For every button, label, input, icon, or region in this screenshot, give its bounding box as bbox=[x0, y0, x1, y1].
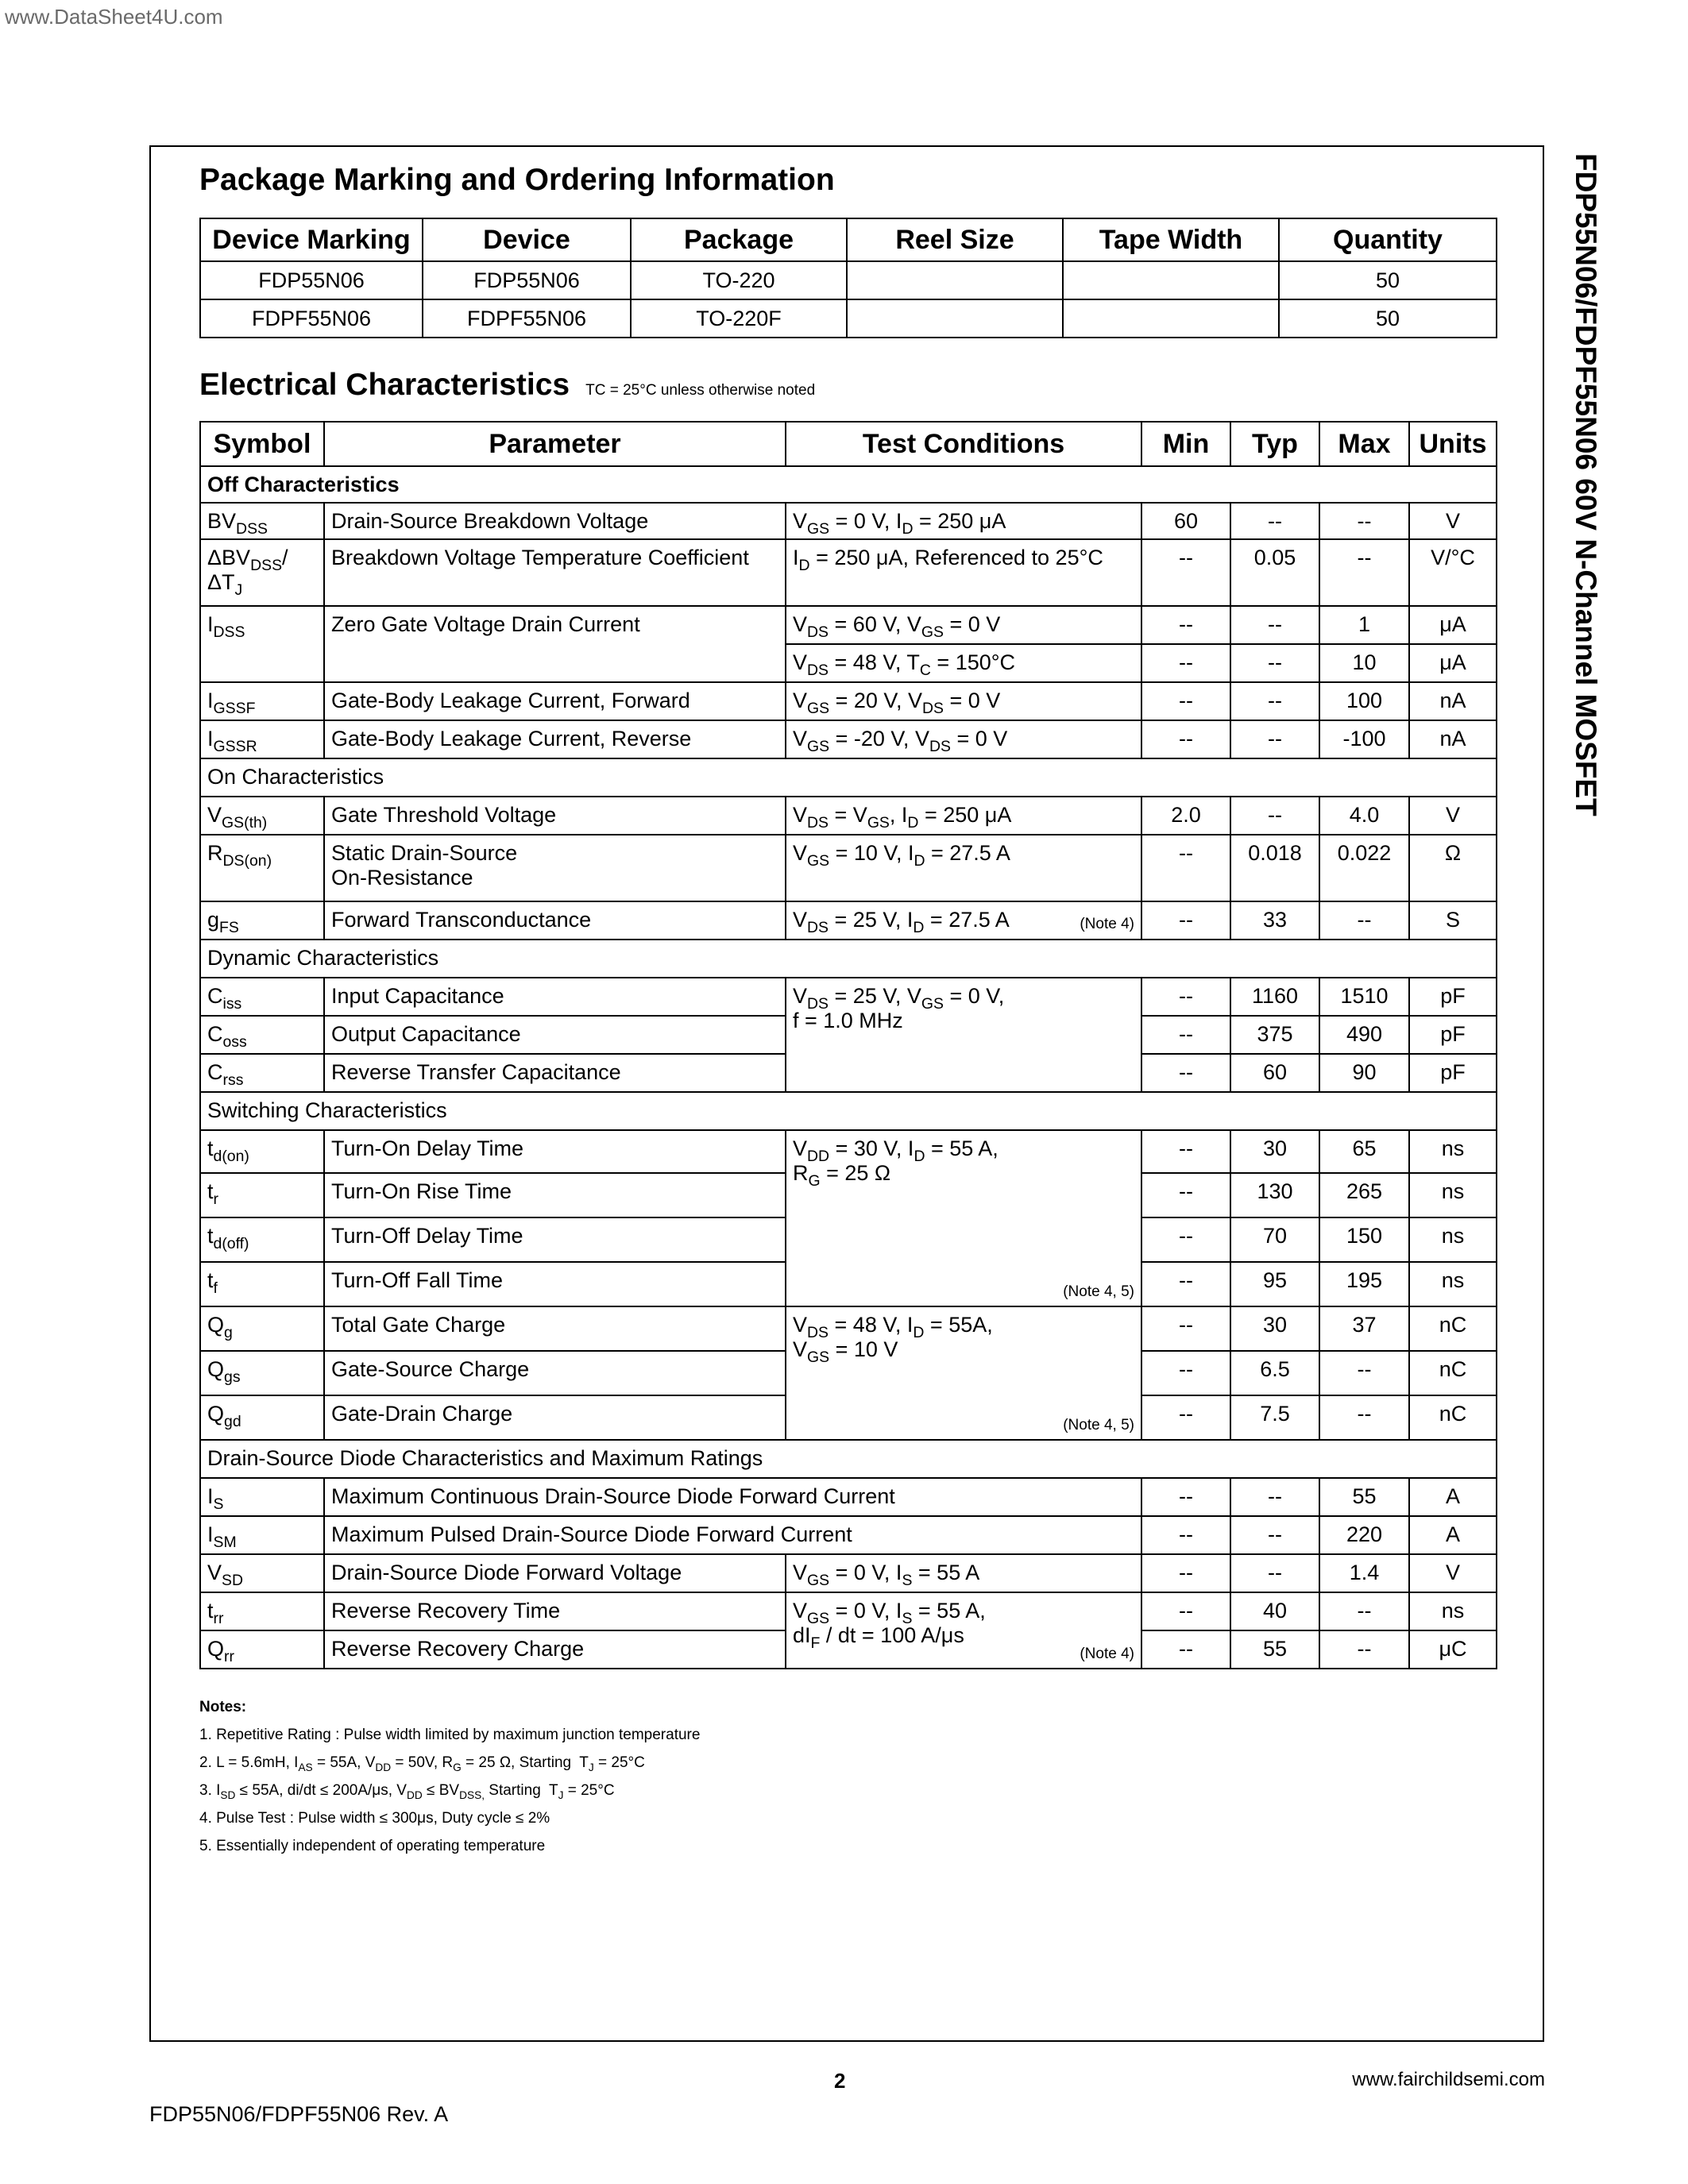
max-cell: 1.4 bbox=[1319, 1554, 1409, 1592]
min-cell: -- bbox=[1141, 1262, 1230, 1306]
note-ref: (Note 4) bbox=[1080, 916, 1134, 932]
footer-revision: FDP55N06/FDPF55N06 Rev. A bbox=[149, 2102, 449, 2126]
max-cell: 490 bbox=[1319, 1016, 1409, 1054]
parameter-cell: Gate-Source Charge bbox=[324, 1351, 786, 1395]
symbol-cell: $V_{SD}$ bbox=[200, 1554, 324, 1592]
package-section-title: Package Marking and Ordering Information bbox=[199, 163, 835, 197]
section-on: On Characteristics bbox=[200, 758, 1497, 797]
parameter-cell: Turn-On Rise Time bbox=[324, 1173, 786, 1217]
col-package: Package bbox=[631, 218, 847, 261]
symbol-cell: $I_S$ bbox=[200, 1478, 324, 1516]
table-row bbox=[200, 1554, 1497, 1592]
min-cell: -- bbox=[1141, 539, 1230, 606]
watermark[interactable]: www.DataSheet4U.com bbox=[5, 5, 223, 29]
cell bbox=[847, 299, 1063, 338]
parameter-cell: Turn-Off Fall Time bbox=[324, 1262, 786, 1306]
table-row bbox=[200, 978, 1497, 1016]
symbol-cell: $C_{rss}$ bbox=[200, 1054, 324, 1092]
cell bbox=[847, 261, 1063, 299]
units-cell: nC bbox=[1409, 1306, 1497, 1351]
symbol-cell: $C_{iss}$ bbox=[200, 978, 324, 1016]
notes-block bbox=[199, 1693, 700, 1860]
units-cell: V bbox=[1409, 503, 1497, 539]
min-cell: -- bbox=[1141, 1130, 1230, 1173]
parameter-cell: Gate-Body Leakage Current, Reverse bbox=[324, 720, 786, 758]
typ-cell: 375 bbox=[1230, 1016, 1319, 1054]
section-switching: Switching Characteristics bbox=[200, 1092, 1497, 1130]
page-number: 2 bbox=[834, 2069, 846, 2093]
typ-cell: 0.05 bbox=[1230, 539, 1319, 606]
symbol-cell: $t_f$ bbox=[200, 1262, 324, 1306]
units-cell: nC bbox=[1409, 1395, 1497, 1440]
section-row bbox=[200, 940, 1497, 978]
max-cell: -- bbox=[1319, 1592, 1409, 1630]
parameter-cell: Output Capacitance bbox=[324, 1016, 786, 1054]
typ-cell: 95 bbox=[1230, 1262, 1319, 1306]
col-units: Units bbox=[1409, 422, 1497, 466]
conditions-cell: $V_{DS} = 25$ V, $I_D = 27.5$ A (Note 4) bbox=[786, 901, 1141, 940]
units-cell: S bbox=[1409, 901, 1497, 940]
min-cell: -- bbox=[1141, 1592, 1230, 1630]
section-row bbox=[200, 1092, 1497, 1130]
table-row bbox=[200, 682, 1497, 720]
parameter-cell: Total Gate Charge bbox=[324, 1306, 786, 1351]
table-row bbox=[200, 835, 1497, 901]
parameter-cell: Gate-Body Leakage Current, Forward bbox=[324, 682, 786, 720]
electrical-header-row bbox=[200, 422, 1497, 466]
units-cell: nA bbox=[1409, 720, 1497, 758]
typ-cell: 40 bbox=[1230, 1592, 1319, 1630]
units-cell: pF bbox=[1409, 1016, 1497, 1054]
conditions-cell: $V_{GS} = 10$ V, $I_D = 27.5$ A bbox=[786, 835, 1141, 901]
conditions-cell: $V_{DS} = 48$ V, $I_D = 55A$, $V_{GS} = 10$ V (Note 4, 5) bbox=[786, 1306, 1141, 1440]
max-cell: 150 bbox=[1319, 1217, 1409, 1262]
table-row bbox=[200, 299, 1497, 338]
col-typ: Typ bbox=[1230, 422, 1319, 466]
parameter-cell: Input Capacitance bbox=[324, 978, 786, 1016]
section-row bbox=[200, 758, 1497, 797]
param-line: Static Drain-Source bbox=[331, 841, 518, 865]
min-cell: -- bbox=[1141, 1217, 1230, 1262]
symbol-cell: $V_{GS(th)}$ bbox=[200, 797, 324, 835]
note-ref: (Note 4) bbox=[1080, 1646, 1134, 1662]
param-line: On-Resistance bbox=[331, 866, 473, 889]
col-reel-size: Reel Size bbox=[847, 218, 1063, 261]
min-cell: -- bbox=[1141, 644, 1230, 682]
note-4: 4. Pulse Test : Pulse width ≤ 300μs, Duty cycle ≤ 2% bbox=[199, 1810, 550, 1827]
conditions-cell: $V_{DS} = 48$ V, $T_C = 150^\circ C$ bbox=[786, 644, 1141, 682]
min-cell: -- bbox=[1141, 720, 1230, 758]
note-3: 3. $I_{SD} \le 55A$, di/dt ≤ 200A/μs, $V_{DD} \le BV_{DSS,}$ Starting $T_J = 25^\circ C$ bbox=[199, 1782, 615, 1801]
min-cell: -- bbox=[1141, 1054, 1230, 1092]
typ-cell: -- bbox=[1230, 503, 1319, 539]
typ-cell: -- bbox=[1230, 1554, 1319, 1592]
min-cell: -- bbox=[1141, 978, 1230, 1016]
parameter-cell: Turn-Off Delay Time bbox=[324, 1217, 786, 1262]
symbol-cell: $t_{rr}$ bbox=[200, 1592, 324, 1630]
footer-url[interactable]: www.fairchildsemi.com bbox=[1352, 2069, 1545, 2090]
min-cell: -- bbox=[1141, 682, 1230, 720]
section-diode: Drain-Source Diode Characteristics and Maximum Ratings bbox=[200, 1440, 1497, 1478]
electrical-subtitle: TC = 25°C unless otherwise noted bbox=[585, 382, 816, 399]
min-cell: -- bbox=[1141, 1630, 1230, 1669]
note-5: 5. Essentially independent of operating temperature bbox=[199, 1838, 546, 1854]
cell: FDPF55N06 bbox=[423, 299, 631, 338]
units-cell: pF bbox=[1409, 1054, 1497, 1092]
parameter-cell bbox=[324, 835, 786, 901]
symbol-cell: $t_r$ bbox=[200, 1173, 324, 1217]
conditions-cell: $V_{DD} = 30$ V, $I_D = 55$ A, $R_G = 25$ Ω (Note 4, 5) bbox=[786, 1130, 1141, 1306]
conditions-cell: $V_{GS} = 0$ V, $I_S = 55$ A, $dI_F$ / dt = 100 A/μs (Note 4) bbox=[786, 1592, 1141, 1669]
symbol-cell: $R_{DS(on)}$ bbox=[200, 835, 324, 901]
col-quantity: Quantity bbox=[1279, 218, 1497, 261]
max-cell: -- bbox=[1319, 539, 1409, 606]
table-row bbox=[200, 503, 1497, 539]
ordering-table bbox=[199, 218, 1497, 338]
min-cell: -- bbox=[1141, 1306, 1230, 1351]
electrical-section-title bbox=[199, 368, 815, 403]
conditions-cell: $I_D = 250$ μA, Referenced to 25°C bbox=[786, 539, 1141, 606]
units-cell: ns bbox=[1409, 1262, 1497, 1306]
units-cell: V/°C bbox=[1409, 539, 1497, 606]
notes-title: Notes: bbox=[199, 1699, 247, 1715]
cell: 50 bbox=[1279, 261, 1497, 299]
max-cell: 55 bbox=[1319, 1478, 1409, 1516]
units-cell: ns bbox=[1409, 1592, 1497, 1630]
col-conditions: Test Conditions bbox=[786, 422, 1141, 466]
table-row bbox=[200, 1478, 1497, 1516]
typ-cell: 7.5 bbox=[1230, 1395, 1319, 1440]
section-row bbox=[200, 466, 1497, 503]
typ-cell: 60 bbox=[1230, 1054, 1319, 1092]
typ-cell: -- bbox=[1230, 606, 1319, 644]
units-cell: μA bbox=[1409, 644, 1497, 682]
parameter-cell: Zero Gate Voltage Drain Current bbox=[324, 606, 786, 682]
col-max: Max bbox=[1319, 422, 1409, 466]
max-cell: 37 bbox=[1319, 1306, 1409, 1351]
section-dynamic: Dynamic Characteristics bbox=[200, 940, 1497, 978]
typ-cell: -- bbox=[1230, 1478, 1319, 1516]
max-cell: -- bbox=[1319, 1630, 1409, 1669]
max-cell: 220 bbox=[1319, 1516, 1409, 1554]
symbol-cell: $BV_{DSS}$ bbox=[200, 503, 324, 539]
min-cell: -- bbox=[1141, 1478, 1230, 1516]
min-cell: -- bbox=[1141, 901, 1230, 940]
col-device-marking: Device Marking bbox=[200, 218, 423, 261]
units-cell: A bbox=[1409, 1478, 1497, 1516]
table-row bbox=[200, 901, 1497, 940]
cell: FDP55N06 bbox=[423, 261, 631, 299]
min-cell: -- bbox=[1141, 606, 1230, 644]
parameter-cell: Drain-Source Diode Forward Voltage bbox=[324, 1554, 786, 1592]
conditions-cell: $V_{DS} = V_{GS}$, $I_D = 250$ μA bbox=[786, 797, 1141, 835]
max-cell: -100 bbox=[1319, 720, 1409, 758]
conditions-cell: $V_{GS} = 0$ V, $I_S = 55$ A bbox=[786, 1554, 1141, 1592]
min-cell: -- bbox=[1141, 1016, 1230, 1054]
table-row bbox=[200, 261, 1497, 299]
conditions-cell: $V_{DS} = 60$ V, $V_{GS} = 0$ V bbox=[786, 606, 1141, 644]
units-cell: pF bbox=[1409, 978, 1497, 1016]
max-cell: 195 bbox=[1319, 1262, 1409, 1306]
parameter-cell: Maximum Pulsed Drain-Source Diode Forward Current bbox=[324, 1516, 1141, 1554]
max-cell: -- bbox=[1319, 503, 1409, 539]
typ-cell: 70 bbox=[1230, 1217, 1319, 1262]
max-cell: 90 bbox=[1319, 1054, 1409, 1092]
min-cell: -- bbox=[1141, 835, 1230, 901]
symbol-cell: $\Delta BV_{DSS}/$ $\Delta T_J$ bbox=[200, 539, 324, 606]
max-cell: -- bbox=[1319, 901, 1409, 940]
units-cell: nC bbox=[1409, 1351, 1497, 1395]
col-symbol: Symbol bbox=[200, 422, 324, 466]
typ-cell: 55 bbox=[1230, 1630, 1319, 1669]
min-cell: 2.0 bbox=[1141, 797, 1230, 835]
symbol-cell: $t_{d(on)}$ bbox=[200, 1130, 324, 1173]
max-cell: -- bbox=[1319, 1351, 1409, 1395]
max-cell: 10 bbox=[1319, 644, 1409, 682]
parameter-cell: Forward Transconductance bbox=[324, 901, 786, 940]
units-cell: nA bbox=[1409, 682, 1497, 720]
cell: FDP55N06 bbox=[200, 261, 423, 299]
symbol-cell: $C_{oss}$ bbox=[200, 1016, 324, 1054]
typ-cell: 130 bbox=[1230, 1173, 1319, 1217]
parameter-cell: Breakdown Voltage Temperature Coefficient bbox=[324, 539, 786, 606]
cell bbox=[1063, 299, 1279, 338]
min-cell: -- bbox=[1141, 1173, 1230, 1217]
typ-cell: 30 bbox=[1230, 1130, 1319, 1173]
table-row bbox=[200, 606, 1497, 644]
col-tape-width: Tape Width bbox=[1063, 218, 1279, 261]
symbol-cell: $g_{FS}$ bbox=[200, 901, 324, 940]
col-device: Device bbox=[423, 218, 631, 261]
units-cell: ns bbox=[1409, 1217, 1497, 1262]
cell: FDPF55N06 bbox=[200, 299, 423, 338]
typ-cell: -- bbox=[1230, 1516, 1319, 1554]
parameter-cell: Maximum Continuous Drain-Source Diode Forward Current bbox=[324, 1478, 1141, 1516]
symbol-cell: $Q_g$ bbox=[200, 1306, 324, 1351]
typ-cell: -- bbox=[1230, 644, 1319, 682]
max-cell: 1 bbox=[1319, 606, 1409, 644]
symbol-cell: $Q_{gs}$ bbox=[200, 1351, 324, 1395]
ordering-header-row bbox=[200, 218, 1497, 261]
units-cell: μA bbox=[1409, 606, 1497, 644]
max-cell: 265 bbox=[1319, 1173, 1409, 1217]
symbol-cell: $I_{SM}$ bbox=[200, 1516, 324, 1554]
symbol-cell: $I_{GSSR}$ bbox=[200, 720, 324, 758]
min-cell: -- bbox=[1141, 1351, 1230, 1395]
symbol-cell: $I_{DSS}$ bbox=[200, 606, 324, 682]
electrical-table bbox=[199, 421, 1497, 1669]
parameter-cell: Reverse Recovery Time bbox=[324, 1592, 786, 1630]
units-cell: Ω bbox=[1409, 835, 1497, 901]
table-row bbox=[200, 797, 1497, 835]
section-off: Off Characteristics bbox=[200, 466, 1497, 503]
conditions-cell: $V_{GS} = 0$ V, $I_D = 250$ μA bbox=[786, 503, 1141, 539]
side-title bbox=[1561, 153, 1609, 947]
typ-cell: -- bbox=[1230, 720, 1319, 758]
typ-cell: 1160 bbox=[1230, 978, 1319, 1016]
units-cell: V bbox=[1409, 1554, 1497, 1592]
units-cell: ns bbox=[1409, 1130, 1497, 1173]
parameter-cell: Reverse Transfer Capacitance bbox=[324, 1054, 786, 1092]
symbol-cell: $Q_{gd}$ bbox=[200, 1395, 324, 1440]
typ-cell: -- bbox=[1230, 682, 1319, 720]
max-cell: 100 bbox=[1319, 682, 1409, 720]
typ-cell: 30 bbox=[1230, 1306, 1319, 1351]
units-cell: A bbox=[1409, 1516, 1497, 1554]
table-row bbox=[200, 1306, 1497, 1351]
typ-cell: 33 bbox=[1230, 901, 1319, 940]
symbol-cell: $I_{GSSF}$ bbox=[200, 682, 324, 720]
table-row bbox=[200, 1592, 1497, 1630]
parameter-cell: Gate Threshold Voltage bbox=[324, 797, 786, 835]
conditions-cell: $V_{GS} = 20$ V, $V_{DS} = 0$ V bbox=[786, 682, 1141, 720]
note-ref: (Note 4, 5) bbox=[1063, 1417, 1134, 1433]
units-cell: ns bbox=[1409, 1173, 1497, 1217]
section-row bbox=[200, 1440, 1497, 1478]
table-row bbox=[200, 720, 1497, 758]
cell bbox=[1063, 261, 1279, 299]
conditions-cell: $V_{DS} = 25$ V, $V_{GS} = 0$ V, f = 1.0 MHz bbox=[786, 978, 1141, 1092]
min-cell: 60 bbox=[1141, 503, 1230, 539]
min-cell: -- bbox=[1141, 1554, 1230, 1592]
max-cell: 0.022 bbox=[1319, 835, 1409, 901]
symbol-cell: $Q_{rr}$ bbox=[200, 1630, 324, 1669]
typ-cell: 6.5 bbox=[1230, 1351, 1319, 1395]
max-cell: 65 bbox=[1319, 1130, 1409, 1173]
parameter-cell: Gate-Drain Charge bbox=[324, 1395, 786, 1440]
electrical-title-text: Electrical Characteristics bbox=[199, 368, 570, 402]
units-cell: μC bbox=[1409, 1630, 1497, 1669]
note-1: 1. Repetitive Rating : Pulse width limited by maximum junction temperature bbox=[199, 1727, 701, 1743]
parameter-cell: Turn-On Delay Time bbox=[324, 1130, 786, 1173]
cell: TO-220F bbox=[631, 299, 847, 338]
typ-cell: 0.018 bbox=[1230, 835, 1319, 901]
col-parameter: Parameter bbox=[324, 422, 786, 466]
conditions-cell: $V_{GS} = -20$ V, $V_{DS} = 0$ V bbox=[786, 720, 1141, 758]
max-cell: 1510 bbox=[1319, 978, 1409, 1016]
cell: 50 bbox=[1279, 299, 1497, 338]
table-row bbox=[200, 1130, 1497, 1173]
side-title-text: FDP55N06/FDPF55N06 60V N-Channel MOSFET bbox=[1570, 153, 1602, 816]
min-cell: -- bbox=[1141, 1395, 1230, 1440]
note-ref: (Note 4, 5) bbox=[1063, 1283, 1134, 1300]
parameter-cell: Drain-Source Breakdown Voltage bbox=[324, 503, 786, 539]
cell: TO-220 bbox=[631, 261, 847, 299]
table-row bbox=[200, 539, 1497, 606]
col-min: Min bbox=[1141, 422, 1230, 466]
typ-cell: -- bbox=[1230, 797, 1319, 835]
parameter-cell: Reverse Recovery Charge bbox=[324, 1630, 786, 1669]
max-cell: 4.0 bbox=[1319, 797, 1409, 835]
note-2: 2. L = 5.6mH, $I_{AS} = 55A$, $V_{DD} = 50V$, $R_G = 25$ Ω, Starting $T_J = 25^\circ C$ bbox=[199, 1754, 645, 1773]
units-cell: V bbox=[1409, 797, 1497, 835]
table-row bbox=[200, 1516, 1497, 1554]
symbol-cell: $t_{d(off)}$ bbox=[200, 1217, 324, 1262]
min-cell: -- bbox=[1141, 1516, 1230, 1554]
max-cell: -- bbox=[1319, 1395, 1409, 1440]
